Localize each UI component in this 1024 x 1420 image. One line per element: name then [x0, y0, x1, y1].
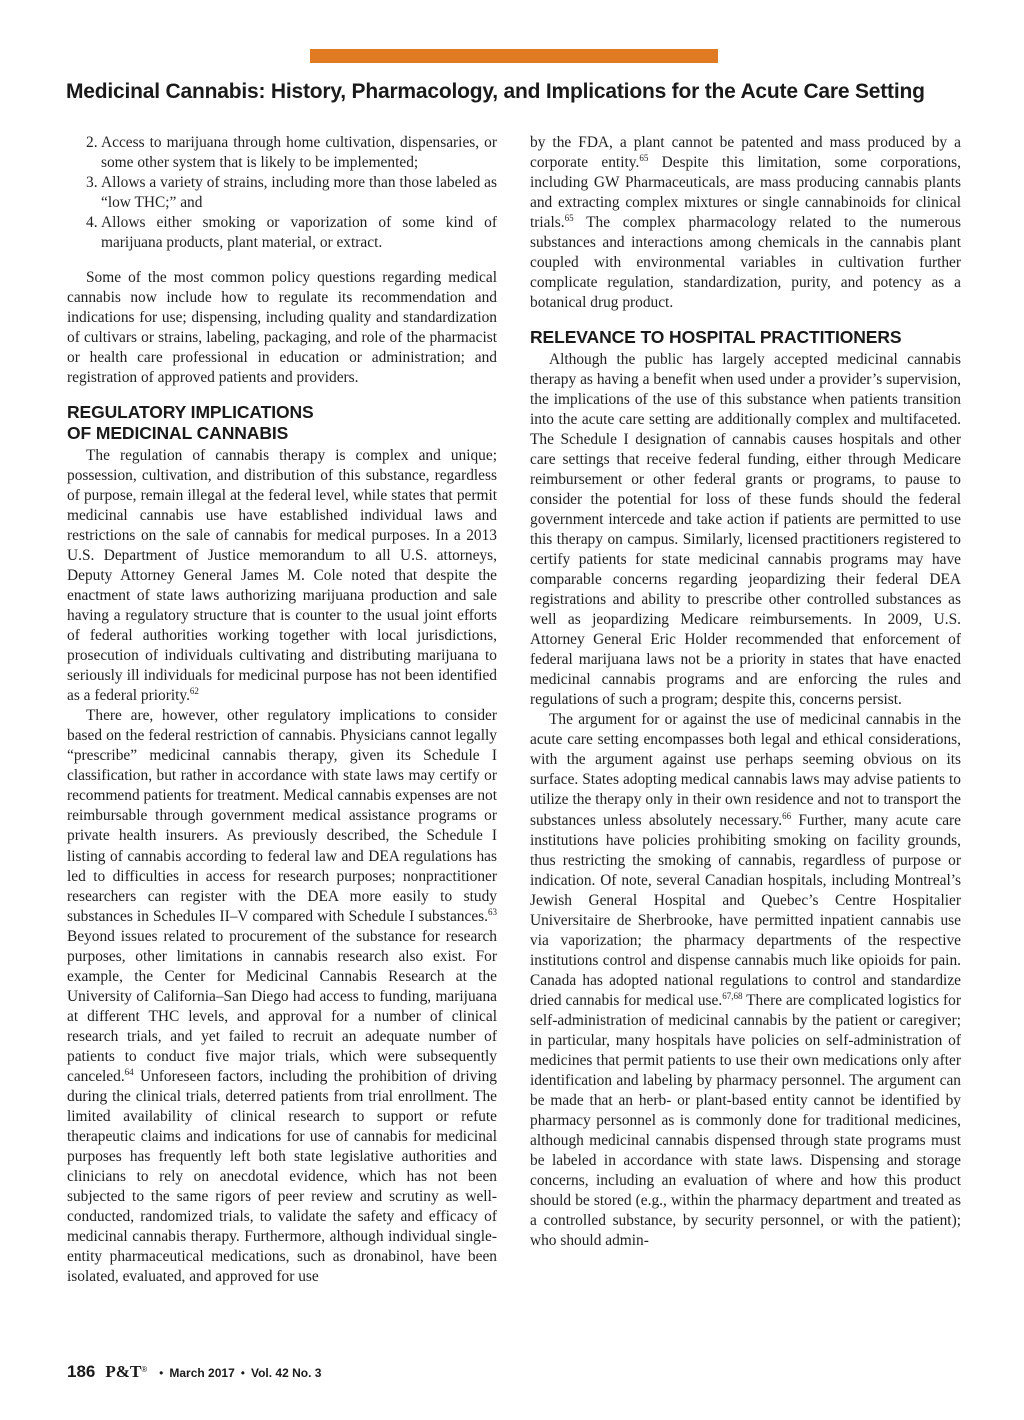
citation-ref: 66 [782, 810, 792, 821]
running-title: Medicinal Cannabis: History, Pharmacology, and Implications for the Acute Care Setting [66, 80, 925, 103]
list-text: Allows either smoking or vaporization of some kind of marijuana products, plant material, or extract. [101, 214, 497, 252]
paragraph-text: Further, many acute care institutions have policies prohibiting smoking on facility grounds, thus restricting the smoking of cannabis, regardless of purpose or indication. Of note, several Canadian hospitals, including Montreal’s Jewish General Hospital and Quebec’s Centre Hospitalier Universitaire de Sherbrooke, have permitted inpatient cannabis use via vaporization; the pharmacy departments of the respective institutions control and dispense cannabis much like opioids for pain. Canada has adopted national regulations to control and standardize dried cannabis for medical use. [530, 811, 961, 1009]
right-column [530, 133, 961, 1251]
paragraph-text: Despite this limitation, some corporations, including GW Pharmaceuticals, are mass producing cannabis plants and extracting complex mixtures or single cannabinoids for clinical trials. [530, 154, 962, 232]
list-number: 2. [86, 134, 98, 151]
heading-line: OF MEDICINAL CANNABIS [67, 423, 289, 444]
list-text: Access to marijuana through home cultivation, dispensaries, or some other system that is likely to be implemented; [101, 134, 497, 172]
separator: • [159, 1366, 164, 1380]
list-text: Allows a variety of strains, including more than those labeled as “low THC;” and [101, 174, 497, 212]
registered-mark: ® [141, 1365, 148, 1374]
relevance-paragraph-2 [530, 710, 961, 1250]
volume-info: Vol. 42 No. 3 [250, 1366, 322, 1380]
heading-line: REGULATORY IMPLICATIONS [67, 402, 314, 423]
list-item [67, 213, 497, 253]
section-heading-regulatory [67, 402, 497, 444]
list-item [67, 133, 497, 173]
journal-name: P&T [105, 1362, 142, 1381]
citation-ref: 67,68 [722, 990, 743, 1001]
citation-ref: 65 [639, 152, 649, 163]
paragraph-text: Beyond issues related to procurement of the substance for research purposes, other limitations in cannabis research also exist. For example, the Center for Medicinal Cannabis Research at the University of California–San Diego had access to funding, marijuana at different THC levels, and approval for a number of clinical research trials, and yet failed to recruit an adequate number of patients to conduct five major trials, which were subsequently canceled. [67, 927, 497, 1085]
citation-ref: 62 [189, 686, 199, 697]
paragraph-text: Unforeseen factors, including the prohibition of driving during the clinical trials, deterred patients from trial enrollment. The limited availability of clinical research to support or refute therapeutic claims and indications for use of cannabis for medicinal purposes has frequently left both state legislative authorities and clinicians to rely on anecdotal evidence, which has not been subjected to the same rigors of peer review and scrutiny as well-conducted, randomized trials, to validate the safety and efficacy of medicinal cannabis therapy. Furthermore, although individual single-entity pharmaceutical medications, such as dronabinol, have been isolated, evaluated, and approved for use [67, 1067, 497, 1285]
citation-ref: 63 [488, 906, 497, 917]
paragraph-text: The regulation of cannabis therapy is complex and unique; possession, cultivation, and distribution of this substance, regardless of purpose, remain illegal at the federal level, while states that permit medicinal cannabis use have established individual laws and restrictions on the sale of cannabis for medical purposes. In a 2013 U.S. Department of Justice memorandum to all U.S. attorneys, Deputy Attorney General James M. Cole noted that despite the enactment of state laws authorizing marijuana production and sale having a regulatory structure that is counter to the usual joint efforts of federal authorities working together with local jurisdictions, prosecution of individuals cultivating and distributing marijuana to seriously ill individuals for medicinal purpose has not been identified as a federal priority. [67, 447, 497, 705]
separator: • [240, 1366, 245, 1380]
page-footer [67, 1362, 321, 1382]
regulatory-paragraph-2 [67, 706, 497, 1286]
header-accent-bar [310, 49, 718, 63]
paragraph-text: The argument for or against the use of medicinal cannabis in the acute care setting encompasses both legal and ethical considerations, with the argument against use perhaps seeming obvious on its surface. States adopting medical cannabis laws may advise patients to utilize the therapy only in their own residence and not to transport the substances unless absolutely necessary. [530, 711, 961, 829]
section-heading-relevance: RELEVANCE TO HOSPITAL PRACTITIONERS [530, 327, 902, 348]
page-number: 186 [67, 1362, 96, 1381]
paragraph-text: There are complicated logistics for self-administration of medicinal cannabis by the patient or caregiver; in particular, many hospitals have policies on self-administration of medicines that permit patients to use their own medications only after identification and labeling by pharmacy personnel. The argument can be made that an herb- or plant-based entity cannot be identified by pharmacy personnel as is commonly done for traditional medicines, although medicinal cannabis dispensed through state programs must be labeled in accordance with state laws. Dispensing and storage concerns, including an evaluation of where and how this product should be stored (e.g., within the pharmacy department and treated as a controlled substance, by security personnel, or with the patient); who should admin- [530, 991, 962, 1249]
issue-date: March 2017 [169, 1366, 235, 1380]
relevance-paragraph-1: Although the public has largely accepted medicinal cannabis therapy as having a benefit when used under a provider’s supervision, the implications of the use of this substance when patients transition into the acute care setting are additionally complex and multifaceted. The Schedule I designation of cannabis causes hospitals and other care settings that receive federal funding, either through Medicare reimbursement or other federal grants or programs, to pause to consider the potential for loss of these funds should the federal government intercede and take action if patients are permitted to use this therapy on campus. Similarly, licensed practitioners registered to certify patients for state medicinal cannabis programs may have comparable concerns regarding jeopardizing their federal DEA registrations and ability to prescribe other controlled substances as well as jeopardizing Medicare reimbursements. In 2009, U.S. Attorney General Eric Holder recommended that enforcement of federal marijuana laws not be a priority in states that have enacted medicinal cannabis programs and are enforcing the rules and regulations of such a program; despite this, concerns persist. [530, 351, 961, 709]
paragraph-text: The complex pharmacology related to the numerous substances and interactions among chemicals in the cannabis plant coupled with environmental variables in cultivation further complicate regulation, standardization, purity, and potency as a botanical drug product. [530, 214, 961, 312]
policy-paragraph: Some of the most common policy questions regarding medical cannabis now include how to regulate its recommendation and indications for use; dispensing, including quality and standardization of cultivars or strains, labeling, packaging, and role of the pharmacist or health care professional in education or administration; and registration of approved patients and providers. [67, 269, 497, 387]
left-column [67, 133, 497, 1287]
citation-ref: 64 [124, 1066, 134, 1077]
citation-ref: 65 [564, 212, 574, 223]
regulatory-paragraph-1 [67, 446, 497, 706]
list-number: 4. [86, 214, 98, 232]
paragraph-text: by the FDA, a plant cannot be patented and mass produced by a corporate entity. [530, 134, 961, 172]
continued-paragraph [530, 133, 961, 313]
list-item [67, 173, 497, 213]
criteria-list [67, 133, 497, 253]
paragraph-text: There are, however, other regulatory implications to consider based on the federal restriction of cannabis. Physicians cannot legally “prescribe” medicinal cannabis therapy, given its Schedule I classification, but rather in accordance with state laws may certify or recommend patients for treatment. Medical cannabis expenses are not reimbursable through government medical assistance programs or private health insurers. As previously described, the Schedule I listing of cannabis according to federal law and DEA regulations has led to difficulties in access for research purposes; nonpractitioner researchers can register with the DEA more easily to study substances in Schedules II–V compared with Schedule I substances. [67, 707, 497, 925]
list-number: 3. [86, 174, 98, 192]
